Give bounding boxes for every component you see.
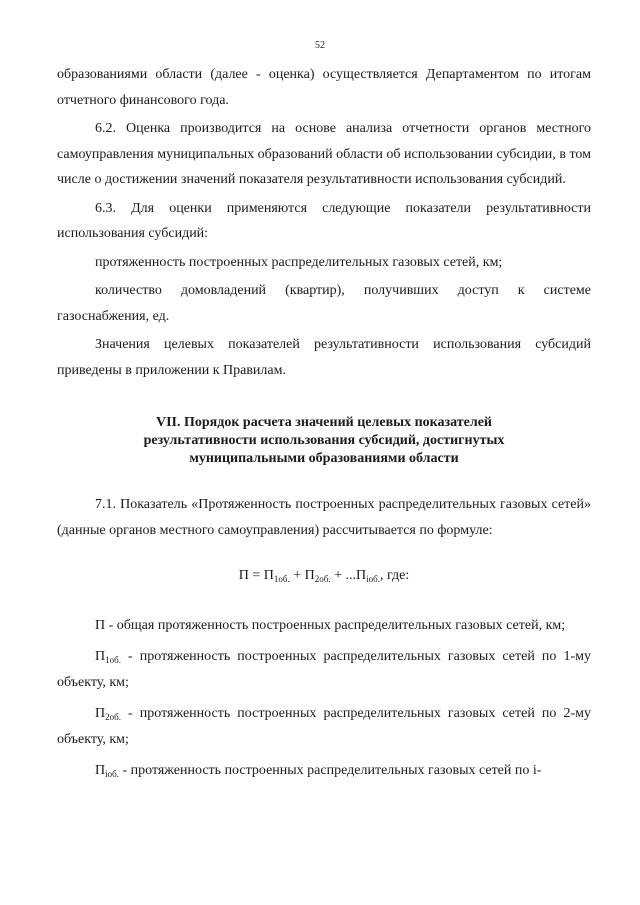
section-heading-line: результативности использования субсидий, достигнутых xyxy=(143,433,505,448)
definition-text: - протяженность построенных распределительных газовых сетей по i- xyxy=(118,763,542,778)
formula-subscript: iоб. xyxy=(366,574,380,584)
symbol: П xyxy=(95,763,106,778)
definition-object-1 xyxy=(57,644,591,695)
symbol-subscript: 2об. xyxy=(105,712,121,722)
definition-total: П - общая протяженность построенных распределительных газовых сетей, км; xyxy=(95,617,566,633)
paragraph-6-2: 6.2. Оценка производится на основе анализа отчетности органов местного самоуправления муниципальных образований области об использовании субсидии, в том числе о достижении значений показателя результативности использования субсидий. xyxy=(57,121,591,187)
indicator-item-2: количество домовладений (квартир), получивших доступ к системе газоснабжения, ед. xyxy=(57,283,591,324)
formula-subscript: 1об. xyxy=(273,574,290,584)
page-number: 52 xyxy=(315,40,325,51)
paragraph: образованиями области (далее - оценка) осуществляется Департаментом по итогам отчетного финансового года. xyxy=(57,67,591,108)
definition-text: - протяженность построенных распределительных газовых сетей по 1-му объекту, км; xyxy=(57,649,591,690)
symbol: П xyxy=(95,649,106,664)
symbol-subscript: iоб. xyxy=(105,769,119,779)
formula xyxy=(57,563,591,589)
paragraph-7-1: 7.1. Показатель «Протяженность построенных распределительных газовых сетей» (данные органов местного самоуправления) рассчитывается по формуле: xyxy=(57,497,591,538)
section-heading xyxy=(57,414,591,468)
formula-term: + ...П xyxy=(330,568,367,583)
paragraph-6-3: 6.3. Для оценки применяются следующие показатели результативности использования субсидий: xyxy=(57,200,591,241)
symbol-subscript: 1об. xyxy=(105,655,121,665)
formula-tail: , где: xyxy=(379,568,410,583)
definition-object-i xyxy=(57,758,591,784)
formula-subscript: 2об. xyxy=(314,574,331,584)
definition-object-2 xyxy=(57,701,591,752)
formula-term: + П xyxy=(289,568,315,583)
indicator-item-1: протяженность построенных распределительных газовых сетей, км; xyxy=(95,254,503,270)
section-heading-line: VII. Порядок расчета значений целевых показателей xyxy=(156,415,492,430)
formula-lhs: П = П xyxy=(238,568,274,583)
section-heading-line: муниципальными образованиями области xyxy=(189,451,459,466)
document-body xyxy=(57,62,591,784)
paragraph-indicator-values: Значения целевых показателей результативности использования субсидий приведены в приложении к Правилам. xyxy=(57,337,591,378)
definition-text: - протяженность построенных распределительных газовых сетей по 2-му объекту, км; xyxy=(57,706,591,747)
symbol: П xyxy=(95,706,106,721)
